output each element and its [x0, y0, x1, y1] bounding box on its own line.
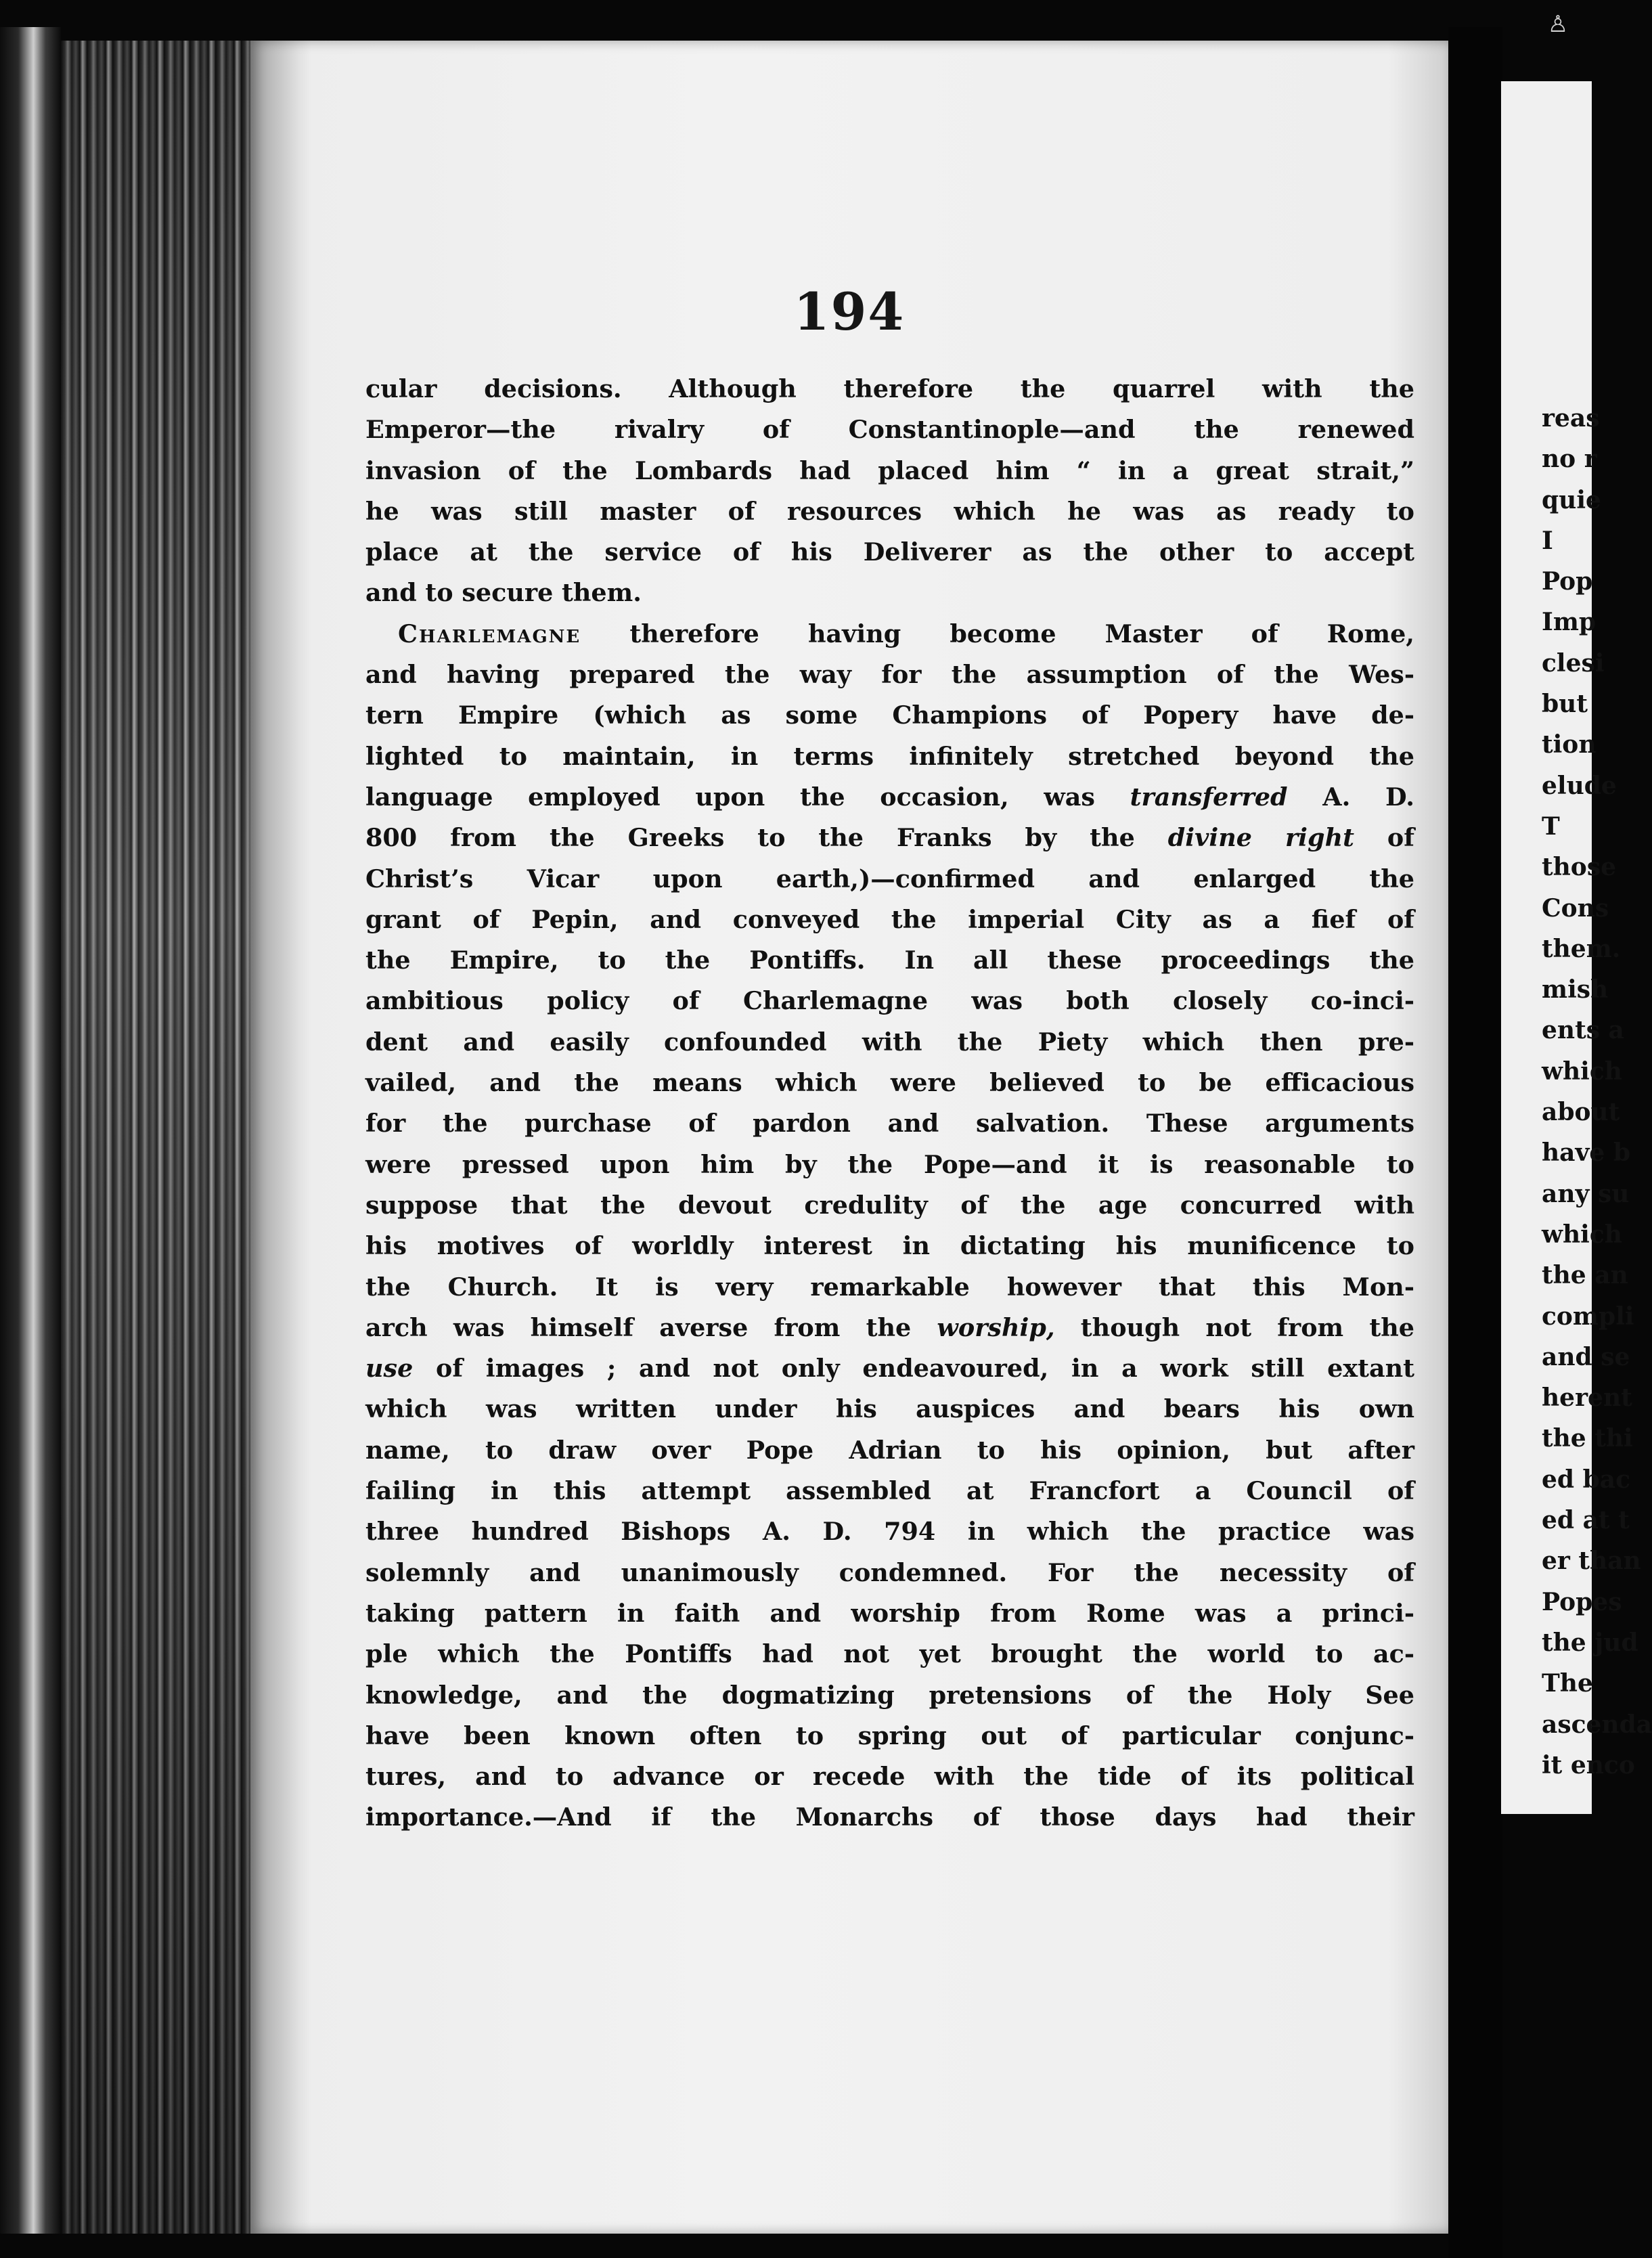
next-page-line-fragment: The [1542, 1669, 1593, 1698]
text-run: A. D. [1287, 782, 1414, 812]
text-line [365, 1389, 1414, 1430]
text-run: ple which the Pontiffs had not yet brought the world to ac- [365, 1639, 1414, 1669]
next-page-line-fragment: the thi [1542, 1424, 1633, 1453]
next-page-line-fragment: those [1542, 853, 1616, 882]
next-page-line-fragment: any su [1542, 1179, 1630, 1208]
text-line [365, 1267, 1414, 1308]
text-run: suppose that the devout credulity of the age concurred with [365, 1190, 1414, 1220]
next-page-line-fragment: ed bac [1542, 1465, 1631, 1494]
next-page-line-fragment: Cons [1542, 893, 1609, 923]
italic-run: use [365, 1354, 414, 1383]
next-page-line-fragment: ents a [1542, 1016, 1624, 1045]
next-page-line-fragment: mish [1542, 975, 1609, 1004]
next-page-line-fragment: the an [1542, 1261, 1628, 1290]
next-page-line-fragment: tion [1542, 730, 1597, 759]
text-line [365, 818, 1414, 858]
text-run: place at the service of his Deliverer as the other to accept [365, 537, 1414, 567]
text-run: and having prepared the way for the assumption of the Wes- [365, 660, 1414, 690]
italic-run: divine right [1167, 823, 1354, 853]
next-page-text [1542, 398, 1652, 1786]
text-line [365, 695, 1414, 736]
text-run: ambitious policy of Charlemagne was both closely co-inci- [365, 986, 1414, 1016]
next-page-line-fragment: clesi [1542, 648, 1605, 678]
page-gutter-shadow [250, 41, 311, 2234]
next-page-line-fragment: it enco [1542, 1750, 1635, 1779]
text-line [365, 981, 1414, 1021]
text-line [365, 409, 1414, 450]
text-run: invasion of the Lombards had placed him “ in a great strait,” [365, 456, 1414, 485]
next-page-line-fragment: T [1542, 812, 1560, 841]
page-stack-edges [61, 41, 264, 2234]
text-line [365, 1103, 1414, 1144]
text-run: of [1354, 823, 1414, 853]
text-line [365, 1430, 1414, 1471]
next-page-line-fragment: them. [1542, 934, 1621, 963]
next-page-partial [1501, 81, 1652, 1814]
next-page-line-fragment: reas [1542, 404, 1600, 433]
text-run: cular decisions. Although therefore the quarrel with the [365, 374, 1414, 403]
next-page-line-fragment: compli [1542, 1302, 1634, 1331]
text-line [365, 369, 1414, 409]
text-run: lighted to maintain, in terms infinitely stretched beyond the [365, 741, 1414, 771]
text-run: solemnly and unanimously condemned. For the necessity of [365, 1557, 1414, 1587]
text-run: the Empire, to the Pontiffs. In all these proceedings the [365, 946, 1414, 975]
text-run: tures, and to advance or recede with the tide of its political [365, 1762, 1414, 1792]
text-run: he was still master of resources which he was as ready to [365, 496, 1414, 526]
text-line [365, 1797, 1414, 1838]
next-page-line-fragment: which [1542, 1057, 1622, 1086]
text-line [365, 777, 1414, 818]
text-line [365, 1553, 1414, 1593]
italic-run: worship, [937, 1312, 1055, 1342]
text-run: taking pattern in faith and worship from Rome was a princi- [365, 1598, 1414, 1628]
text-line [365, 1226, 1414, 1266]
text-run: were pressed upon him by the Pope—and it is reasonable to [365, 1149, 1414, 1179]
text-line [365, 900, 1414, 940]
next-page-line-fragment: ascenda [1542, 1710, 1652, 1739]
next-page-line-fragment: elude [1542, 771, 1617, 800]
text-line [365, 736, 1414, 777]
text-line [365, 1308, 1414, 1348]
text-run: the Church. It is very remarkable however that this Mon- [365, 1272, 1414, 1302]
text-run: Christ’s Vicar upon earth,)—confirmed and enlarged the [365, 864, 1414, 893]
next-page-line-fragment: herent [1542, 1383, 1632, 1413]
text-line [365, 859, 1414, 900]
next-page-line-fragment: but [1542, 690, 1588, 719]
next-page-line-fragment: ed at t [1542, 1506, 1630, 1535]
next-page-line-fragment: Imp [1542, 608, 1597, 637]
text-run: though not from the [1054, 1312, 1414, 1342]
next-page-line-fragment: about [1542, 1098, 1620, 1127]
text-line [365, 1593, 1414, 1634]
text-run: knowledge, and the dogmatizing pretensions of the Holy See [365, 1680, 1414, 1710]
text-run: 800 from the Greeks to the Franks by the [365, 823, 1168, 853]
body-text [365, 369, 1414, 1838]
text-line [365, 1716, 1414, 1756]
text-line [365, 940, 1414, 981]
text-run: which was written under his auspices and bears his own [365, 1394, 1414, 1424]
text-line [365, 1063, 1414, 1103]
text-run: have been known often to spring out of particular conjunc- [365, 1721, 1414, 1750]
next-page-line-fragment: and se [1542, 1342, 1630, 1371]
next-page-line-fragment: Popes [1542, 1587, 1622, 1616]
text-line [365, 1471, 1414, 1511]
book-binding-edge [0, 27, 61, 2234]
next-page-line-fragment: which [1542, 1220, 1622, 1249]
text-run: dent and easily confounded with the Piety which then pre- [365, 1027, 1414, 1057]
text-run: grant of Pepin, and conveyed the imperial City as a fief of [365, 904, 1414, 934]
text-line [365, 655, 1414, 695]
page-number: 194 [793, 282, 906, 342]
text-run: vailed, and the means which were believed to be efficacious [365, 1068, 1414, 1098]
next-page-line-fragment: the jud [1542, 1628, 1638, 1657]
text-run: of images ; and not only endeavoured, in a work still extant [413, 1354, 1414, 1383]
next-page-line-fragment: I [1542, 526, 1553, 555]
text-line [365, 1145, 1414, 1185]
text-run: arch was himself averse from the [365, 1312, 937, 1342]
text-run: failing in this attempt assembled at Francfort a Council of [365, 1476, 1414, 1506]
text-line [365, 491, 1414, 532]
text-line [365, 1634, 1414, 1675]
corner-mark-icon: ♙ [1547, 11, 1569, 38]
text-line [365, 451, 1414, 491]
text-line [365, 1511, 1414, 1552]
text-run: for the purchase of pardon and salvation. These arguments [365, 1109, 1414, 1138]
text-run: therefore having become Master of Rome, [581, 619, 1414, 648]
text-line [365, 1185, 1414, 1226]
next-page-line-fragment: er than [1542, 1547, 1641, 1576]
text-run: his motives of worldly interest in dictating his munificence to [365, 1231, 1414, 1261]
text-run: importance.—And if the Monarchs of those days had their [365, 1802, 1414, 1832]
text-line [365, 1022, 1414, 1063]
next-page-line-fragment: Pop [1542, 567, 1593, 596]
text-run: Emperor—the rivalry of Constantinople—and the renewed [365, 415, 1414, 445]
small-caps-name: Charlemagne [398, 619, 581, 648]
text-run: and to secure them. [365, 578, 642, 608]
text-line [365, 1756, 1414, 1797]
text-run: three hundred Bishops A. D. 794 in which the practice was [365, 1517, 1414, 1547]
text-run: tern Empire (which as some Champions of Popery have de- [365, 701, 1414, 730]
italic-run: transferred [1130, 782, 1288, 812]
text-line [365, 1675, 1414, 1716]
text-line [365, 573, 1414, 613]
text-line [365, 1348, 1414, 1389]
text-line [365, 614, 1414, 655]
text-line [365, 532, 1414, 573]
text-run: name, to draw over Pope Adrian to his opinion, but after [365, 1435, 1414, 1465]
next-page-line-fragment: have b [1542, 1138, 1631, 1168]
next-page-line-fragment: no r [1542, 445, 1597, 474]
next-page-line-fragment: quie [1542, 485, 1601, 514]
page-gap [1448, 27, 1502, 2258]
text-run: language employed upon the occasion, was [365, 782, 1130, 812]
